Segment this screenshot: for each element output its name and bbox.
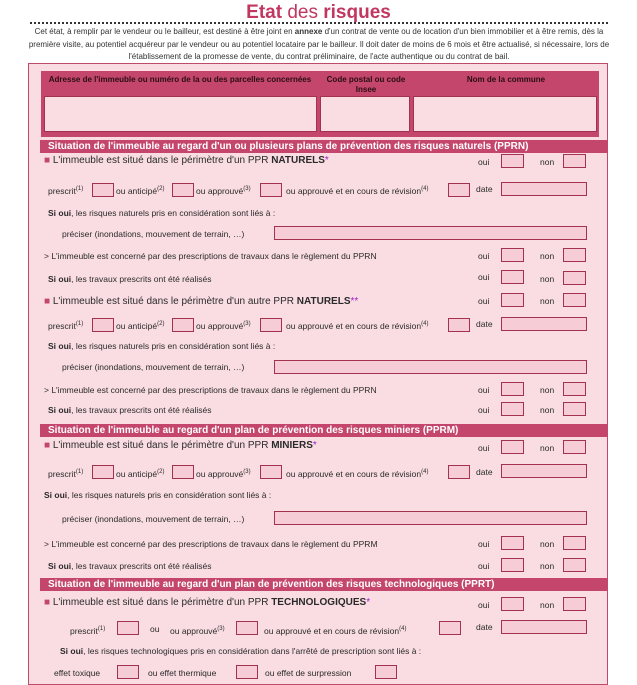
pprt-prescrit-checkbox[interactable]: [117, 621, 139, 635]
pprn-travaux-oui-label: oui: [478, 272, 490, 282]
autre-pprn-preciser-field[interactable]: [274, 360, 587, 374]
pprm-travaux-oui-label: oui: [478, 561, 490, 571]
pprm-date-label: date: [476, 467, 493, 477]
pprt-effet-thermique-checkbox[interactable]: [236, 665, 258, 679]
pprt-oui-label: oui: [478, 600, 490, 610]
postal-code-field[interactable]: [320, 96, 410, 132]
autre-pprn-oui-label: oui: [478, 296, 490, 306]
pprn-travaux-non-label: non: [540, 274, 555, 284]
pprn-travaux-label: Si oui, les travaux prescrits ont été réalisés: [48, 274, 212, 284]
pprn-concerne-non-label: non: [540, 251, 555, 261]
pprm-date-field[interactable]: [501, 464, 587, 478]
pprn-si-oui-risques: Si oui, les risques naturels pris en considération sont liés à :: [48, 208, 276, 218]
pprt-prescrit-label: prescrit$^{(1)}$: [70, 626, 106, 636]
autre-pprn-non-checkbox[interactable]: [563, 293, 586, 307]
title-divider: [30, 22, 608, 24]
pprt-revision-checkbox[interactable]: [439, 621, 461, 635]
autre-pprn-travaux-non-checkbox[interactable]: [563, 402, 586, 416]
pprm-oui-label: oui: [478, 443, 490, 453]
pprm-si-oui-risques: Si oui, les risques naturels pris en considération sont liés à :: [44, 490, 272, 500]
autre-pprn-non-label: non: [540, 296, 555, 306]
pprn-travaux-non-checkbox[interactable]: [563, 271, 586, 285]
pprm-prescrit-label: prescrit$^{(1)}$: [48, 469, 84, 479]
commune-field[interactable]: [413, 96, 597, 132]
pprt-effet-thermique-label: ou effet thermique: [148, 668, 217, 678]
pprt-question: ■ L'immeuble est situé dans le périmètre d'un PPR TECHNOLOGIQUES*: [44, 597, 371, 608]
pprm-preciser-field[interactable]: [274, 511, 587, 525]
pprm-concerne-oui-label: oui: [478, 539, 490, 549]
pprn-revision-checkbox[interactable]: [448, 183, 470, 197]
autre-pprn-question: ■ L'immeuble est situé dans le périmètre d'un autre PPR NATURELS**: [44, 296, 359, 307]
pprm-oui-checkbox[interactable]: [501, 440, 524, 454]
autre-pprn-concerne-non-label: non: [540, 385, 555, 395]
pprn-preciser-label: préciser (inondations, mouvement de terrain, …): [62, 229, 245, 239]
pprm-anticipe-checkbox[interactable]: [172, 465, 194, 479]
autre-pprn-anticipe-checkbox[interactable]: [172, 318, 194, 332]
section-pprn-header: Situation de l'immeuble au regard d'un ou plusieurs plans de prévention des risques naturels (PPRN): [40, 140, 608, 153]
autre-pprn-concerne-oui-label: oui: [478, 385, 490, 395]
pprm-concerne-non-label: non: [540, 539, 555, 549]
pprn-anticipe-checkbox[interactable]: [172, 183, 194, 197]
pprn-concerne-label: > L'immeuble est concerné par des prescriptions de travaux dans le règlement du PPRN: [44, 251, 377, 261]
pprt-non-checkbox[interactable]: [563, 597, 586, 611]
autre-pprn-date-label: date: [476, 319, 493, 329]
pprm-non-label: non: [540, 443, 555, 453]
autre-pprn-revision-label: ou approuvé et en cours de révision$^{(4)}$: [286, 321, 429, 331]
pprn-prescrit-label: prescrit$^{(1)}$: [48, 186, 84, 196]
autre-pprn-concerne-label: > L'immeuble est concerné par des prescriptions de travaux dans le règlement du PPRN: [44, 385, 377, 395]
pprm-revision-label: ou approuvé et en cours de révision$^{(4)}$: [286, 469, 429, 479]
autre-pprn-travaux-oui-label: oui: [478, 405, 490, 415]
pprn-question: ■ L'immeuble est situé dans le périmètre d'un PPR NATURELS*: [44, 155, 329, 166]
intro-text: Cet état, à remplir par le vendeur ou le bailleur, est destiné à être joint en annexe d'un contrat de vente ou de location d'un bien immobilier et à être remis, dès la première visite, au potentiel acquéreur par le vendeur ou au potentiel locataire par le bailleur. Il doit dater de moins de 6 mois et être actualisé, si nécessaire, lors de l'établissement de la promesse de vente, du contrat préliminaire, de l'acte authentique ou du contrat de bail.: [28, 27, 610, 61]
address-column-label: Adresse de l'immeuble ou numéro de la ou des parcelles concernées: [48, 75, 312, 84]
autre-pprn-approuve-label: ou approuvé$^{(3)}$: [196, 321, 251, 331]
pprn-approuve-label: ou approuvé$^{(3)}$: [196, 186, 251, 196]
autre-pprn-approuve-checkbox[interactable]: [260, 318, 282, 332]
pprt-effet-toxique-checkbox[interactable]: [117, 665, 139, 679]
pprn-travaux-oui-checkbox[interactable]: [501, 270, 524, 284]
postal-code-column-label: Code postal ou code Insee: [326, 75, 406, 94]
pprt-date-label: date: [476, 622, 493, 632]
pprm-question: ■ L'immeuble est situé dans le périmètre d'un PPR MINIERS*: [44, 440, 317, 451]
pprm-anticipe-label: ou anticipé$^{(2)}$: [116, 469, 165, 479]
pprn-non-checkbox[interactable]: [563, 154, 586, 168]
pprt-effet-surpression-checkbox[interactable]: [375, 665, 397, 679]
address-field[interactable]: [44, 96, 317, 132]
pprm-approuve-checkbox[interactable]: [260, 465, 282, 479]
pprt-oui-checkbox[interactable]: [501, 597, 524, 611]
autre-pprn-prescrit-checkbox[interactable]: [92, 318, 114, 332]
section-pprt-header: Situation de l'immeuble au regard d'un plan de prévention des risques technologiques (PPRT): [40, 578, 608, 591]
pprn-concerne-oui-label: oui: [478, 251, 490, 261]
page-title: Etat des risques: [246, 2, 391, 23]
autre-pprn-preciser-label: préciser (inondations, mouvement de terrain, …): [62, 362, 245, 372]
pprm-non-checkbox[interactable]: [563, 440, 586, 454]
autre-pprn-prescrit-label: prescrit$^{(1)}$: [48, 321, 84, 331]
pprn-date-label: date: [476, 184, 493, 194]
autre-pprn-travaux-label: Si oui, les travaux prescrits ont été réalisés: [48, 405, 212, 415]
pprm-travaux-non-checkbox[interactable]: [563, 558, 586, 572]
pprm-travaux-oui-checkbox[interactable]: [501, 558, 524, 572]
pprn-concerne-non-checkbox[interactable]: [563, 248, 586, 262]
autre-pprn-si-oui-risques: Si oui, les risques naturels pris en considération sont liés à :: [48, 341, 276, 351]
pprt-si-oui-risques: Si oui, les risques technologiques pris en considération dans l'arrêté de prescription sont liés à :: [60, 646, 422, 656]
autre-pprn-revision-checkbox[interactable]: [448, 318, 470, 332]
pprt-approuve-checkbox[interactable]: [236, 621, 258, 635]
autre-pprn-travaux-oui-checkbox[interactable]: [501, 402, 524, 416]
pprn-non-label: non: [540, 157, 555, 167]
pprn-date-field[interactable]: [501, 182, 587, 196]
pprn-oui-checkbox[interactable]: [501, 154, 524, 168]
pprm-prescrit-checkbox[interactable]: [92, 465, 114, 479]
pprn-concerne-oui-checkbox[interactable]: [501, 248, 524, 262]
pprn-approuve-checkbox[interactable]: [260, 183, 282, 197]
pprt-revision-label: ou approuvé et en cours de révision$^{(4)}$: [264, 626, 407, 636]
pprn-preciser-field[interactable]: [274, 226, 587, 240]
section-pprm-header: Situation de l'immeuble au regard d'un plan de prévention des risques miniers (PPRM): [40, 424, 608, 437]
pprm-revision-checkbox[interactable]: [448, 465, 470, 479]
pprt-effet-surpression-label: ou effet de surpression: [265, 668, 352, 678]
autre-pprn-travaux-non-label: non: [540, 405, 555, 415]
pprt-approuve-label: ou approuvé$^{(3)}$: [170, 626, 225, 636]
pprn-revision-label: ou approuvé et en cours de révision$^{(4)}$: [286, 186, 429, 196]
autre-pprn-oui-checkbox[interactable]: [501, 293, 524, 307]
pprn-oui-label: oui: [478, 157, 490, 167]
commune-column-label: Nom de la commune: [466, 75, 546, 84]
pprm-approuve-label: ou approuvé$^{(3)}$: [196, 469, 251, 479]
pprt-ou-label: ou: [150, 624, 160, 634]
pprm-concerne-label: > L'immeuble est concerné par des prescriptions de travaux dans le règlement du PPRM: [44, 539, 378, 549]
pprt-non-label: non: [540, 600, 555, 610]
pprm-travaux-non-label: non: [540, 561, 555, 571]
pprm-concerne-oui-checkbox[interactable]: [501, 536, 524, 550]
pprt-date-field[interactable]: [501, 620, 587, 634]
pprt-effet-toxique-label: effet toxique: [54, 668, 101, 678]
autre-pprn-date-field[interactable]: [501, 317, 587, 331]
pprn-anticipe-label: ou anticipé$^{(2)}$: [116, 186, 165, 196]
autre-pprn-concerne-non-checkbox[interactable]: [563, 382, 586, 396]
autre-pprn-anticipe-label: ou anticipé$^{(2)}$: [116, 321, 165, 331]
pprn-prescrit-checkbox[interactable]: [92, 183, 114, 197]
pprm-travaux-label: Si oui, les travaux prescrits ont été réalisés: [48, 561, 212, 571]
autre-pprn-concerne-oui-checkbox[interactable]: [501, 382, 524, 396]
pprm-concerne-non-checkbox[interactable]: [563, 536, 586, 550]
pprm-preciser-label: préciser (inondations, mouvement de terrain, …): [62, 514, 245, 524]
